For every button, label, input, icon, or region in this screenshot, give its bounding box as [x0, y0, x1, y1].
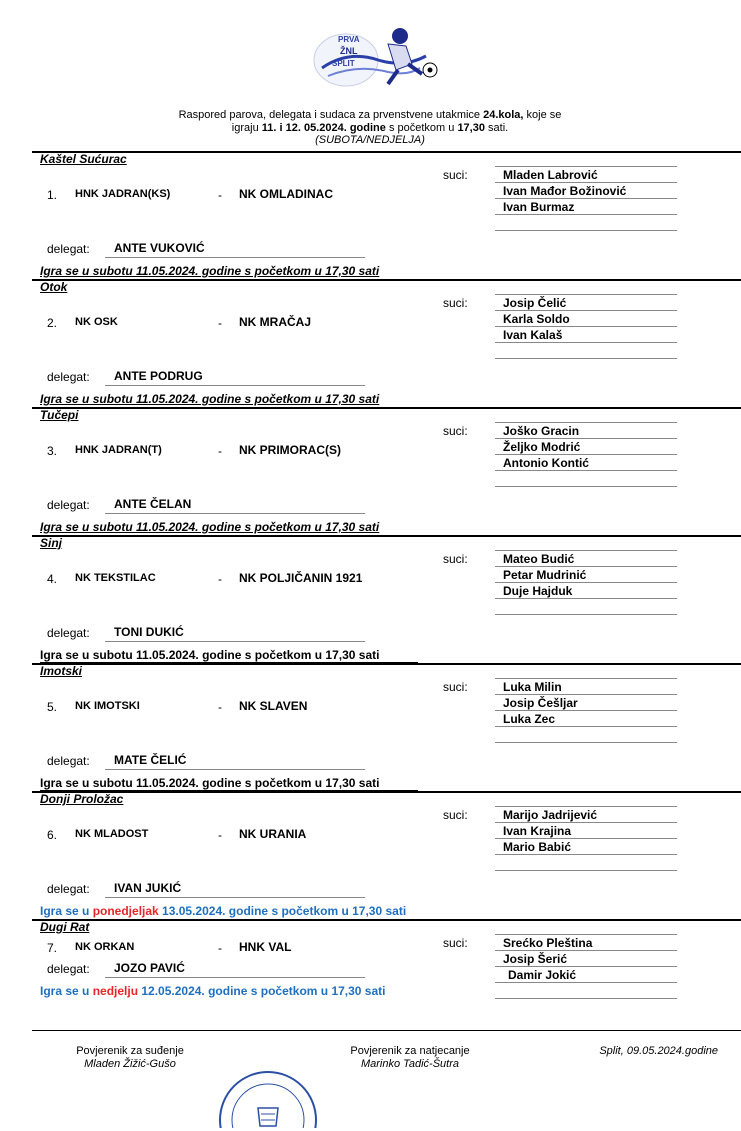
referee-line [495, 822, 677, 823]
home-team: NK IMOTSKI [75, 700, 140, 712]
referee-line [495, 582, 677, 583]
delegate-name: ANTE VUKOVIĆ [105, 241, 365, 258]
footer-referee-commissioner: Povjerenik za suđenje Mladen Žižić-Gušo [76, 1045, 184, 1070]
kickoff-note: Igra se u subotu 11.05.2024. godine s početkom u 17,30 sati [40, 520, 380, 534]
delegate-name: ANTE PODRUG [105, 369, 365, 386]
kickoff-day-highlight: nedjelju [92, 984, 139, 998]
kickoff-day-highlight: ponedjeljak [92, 904, 159, 918]
referee-name: Damir Jokić [508, 968, 577, 982]
referee-line [495, 166, 677, 167]
schedule-header: Raspored parova, delegata i sudaca za prvenstvene utakmice 24.kola, koje se igraju 11. i 12. 05.2024. godine s početkom u 17,30 sati. (SUBOTA/NEDJELJA) [178, 109, 562, 146]
logo-text-3: SPLIT [332, 59, 355, 68]
kickoff-note-part: Igra se u [40, 984, 93, 998]
versus-dash: - [218, 316, 222, 330]
match-number: 1. [47, 188, 58, 202]
versus-dash: - [218, 941, 222, 955]
referee-line [495, 806, 677, 807]
match-separator [32, 663, 741, 665]
referees-label: suci: [443, 424, 468, 438]
delegate-label: delegat: [47, 498, 90, 512]
away-team: NK OMLADINAC [239, 187, 333, 201]
venue-name: Kaštel Sućurac [40, 152, 127, 166]
referees-label: suci: [443, 296, 468, 310]
referees-label: suci: [443, 680, 468, 694]
match-number: 2. [47, 316, 58, 330]
referee-line [495, 678, 677, 679]
referee-line [495, 598, 677, 599]
away-team: NK SLAVEN [239, 699, 308, 713]
match-number: 4. [47, 572, 58, 586]
referee-line [495, 486, 677, 487]
away-team: NK URANIA [239, 827, 307, 841]
referee-line [495, 870, 677, 871]
match-number: 3. [47, 444, 58, 458]
referee-name: Luka Milin [503, 680, 562, 694]
referee-line [495, 550, 677, 551]
logo-text-2: ŽNL [340, 46, 358, 56]
match-number: 7. [47, 941, 58, 955]
kickoff-note [40, 984, 385, 998]
referee-name: Joško Gracin [503, 424, 580, 438]
match-separator [32, 535, 741, 537]
referee-line [495, 454, 677, 455]
referee-line [495, 470, 677, 471]
referee-line [495, 854, 677, 855]
referee-name: Luka Zec [503, 712, 556, 726]
delegate-label: delegat: [47, 882, 90, 896]
kickoff-note-part: 13.05.2024. godine s početkom u 17,30 sati [158, 904, 407, 918]
referee-line [495, 726, 677, 727]
delegate-label: delegat: [47, 242, 90, 256]
referee-line [495, 326, 677, 327]
referee-line [495, 710, 677, 711]
league-logo [308, 20, 446, 92]
referee-line [495, 838, 677, 839]
delegate-name: ANTE ČELAN [105, 497, 365, 514]
referee-name: Mladen Labrović [503, 168, 598, 182]
match-number: 5. [47, 700, 58, 714]
referee-name: Josip Češljar [503, 696, 578, 710]
page-bottom-rule [32, 1030, 741, 1031]
referee-name: Duje Hajduk [503, 584, 573, 598]
delegate-name: IVAN JUKIĆ [105, 881, 365, 898]
kickoff-note: Igra se u subotu 11.05.2024. godine s početkom u 17,30 sati [40, 264, 380, 278]
venue-name: Sinj [40, 536, 63, 550]
referees-label: suci: [443, 808, 468, 822]
kickoff-note: Igra se u subotu 11.05.2024. godine s početkom u 17,30 sati [40, 392, 380, 406]
venue-name: Donji Proložac [40, 792, 124, 806]
delegate-label: delegat: [47, 370, 90, 384]
versus-dash: - [218, 572, 222, 586]
footer-competition-commissioner: Povjerenik za natjecanje Marinko Tadić-Šutra [350, 1045, 470, 1070]
referee-name: Mateo Budić [503, 552, 575, 566]
referee-name: Marijo Jadrijević [503, 808, 598, 822]
home-team: NK MLADOST [75, 828, 149, 840]
referee-line [495, 358, 677, 359]
referee-line [495, 198, 677, 199]
referee-name: Karla Soldo [503, 312, 570, 326]
away-team: NK PRIMORAC(S) [239, 443, 341, 457]
referee-name: Antonio Kontić [503, 456, 589, 470]
versus-dash: - [218, 188, 222, 202]
referee-line [495, 934, 677, 935]
kickoff-note [40, 904, 406, 918]
venue-name: Tučepi [40, 408, 79, 422]
versus-dash: - [218, 828, 222, 842]
match-separator [32, 407, 741, 409]
match-separator [32, 151, 741, 153]
versus-dash: - [218, 444, 222, 458]
referee-name: Ivan Mađor Božinović [503, 184, 627, 198]
referee-name: Josip Šerić [503, 952, 568, 966]
referee-line [495, 182, 677, 183]
referee-name: Ivan Krajina [503, 824, 572, 838]
referee-name: Srećko Pleština [503, 936, 593, 950]
delegate-name: TONI DUKIĆ [105, 625, 365, 642]
versus-dash: - [218, 700, 222, 714]
home-team: HNK JADRAN(KS) [75, 188, 171, 200]
referee-line [495, 950, 677, 951]
match-separator [32, 919, 741, 921]
referee-line [495, 694, 677, 695]
match-separator [32, 791, 741, 793]
referees-label: suci: [443, 552, 468, 566]
referee-line [495, 438, 677, 439]
kickoff-note-part: Igra se u [40, 904, 93, 918]
delegate-label: delegat: [47, 754, 90, 768]
away-team: NK MRAČAJ [239, 315, 311, 329]
referee-line [495, 966, 677, 967]
venue-name: Imotski [40, 664, 83, 678]
referee-line [495, 342, 677, 343]
referee-line [495, 294, 677, 295]
away-team: HNK VAL [239, 940, 292, 954]
delegate-name: MATE ČELIĆ [105, 753, 365, 770]
match-number: 6. [47, 828, 58, 842]
referees-label: suci: [443, 936, 468, 950]
kickoff-note-part: 12.05.2024. godine s početkom u 17,30 sati [138, 984, 386, 998]
association-stamp [218, 1068, 318, 1128]
delegate-label: delegat: [47, 626, 90, 640]
delegate-label: delegat: [47, 962, 90, 976]
home-team: NK OSK [75, 316, 118, 328]
referee-line [495, 998, 677, 999]
match-separator [32, 279, 741, 281]
home-team: NK TEKSTILAC [75, 572, 156, 584]
referee-name: Mario Babić [503, 840, 572, 854]
referee-name: Ivan Burmaz [503, 200, 575, 214]
referee-name: Petar Mudrinić [503, 568, 587, 582]
referee-name: Josip Čelić [503, 296, 567, 310]
referee-line [495, 566, 677, 567]
referees-label: suci: [443, 168, 468, 182]
referee-name: Ivan Kalaš [503, 328, 563, 342]
referee-line [495, 422, 677, 423]
referee-line [495, 230, 677, 231]
footer-date: Split, 09.05.2024.godine [599, 1045, 718, 1057]
referee-line [495, 614, 677, 615]
venue-name: Otok [40, 280, 68, 294]
venue-name: Dugi Rat [40, 920, 90, 934]
referee-name: Željko Modrić [503, 440, 581, 454]
referee-line [495, 214, 677, 215]
home-team: NK ORKAN [75, 941, 135, 953]
delegate-name: JOZO PAVIĆ [105, 961, 365, 978]
referee-line [495, 310, 677, 311]
referee-line [495, 982, 677, 983]
referee-line [495, 742, 677, 743]
home-team: HNK JADRAN(T) [75, 444, 162, 456]
away-team: NK POLJIČANIN 1921 [239, 571, 363, 585]
logo-text-1: PRVA [338, 35, 360, 44]
kickoff-note: Igra se u subotu 11.05.2024. godine s početkom u 17,30 sati [40, 776, 418, 791]
kickoff-note: Igra se u subotu 11.05.2024. godine s početkom u 17,30 sati [40, 648, 418, 663]
